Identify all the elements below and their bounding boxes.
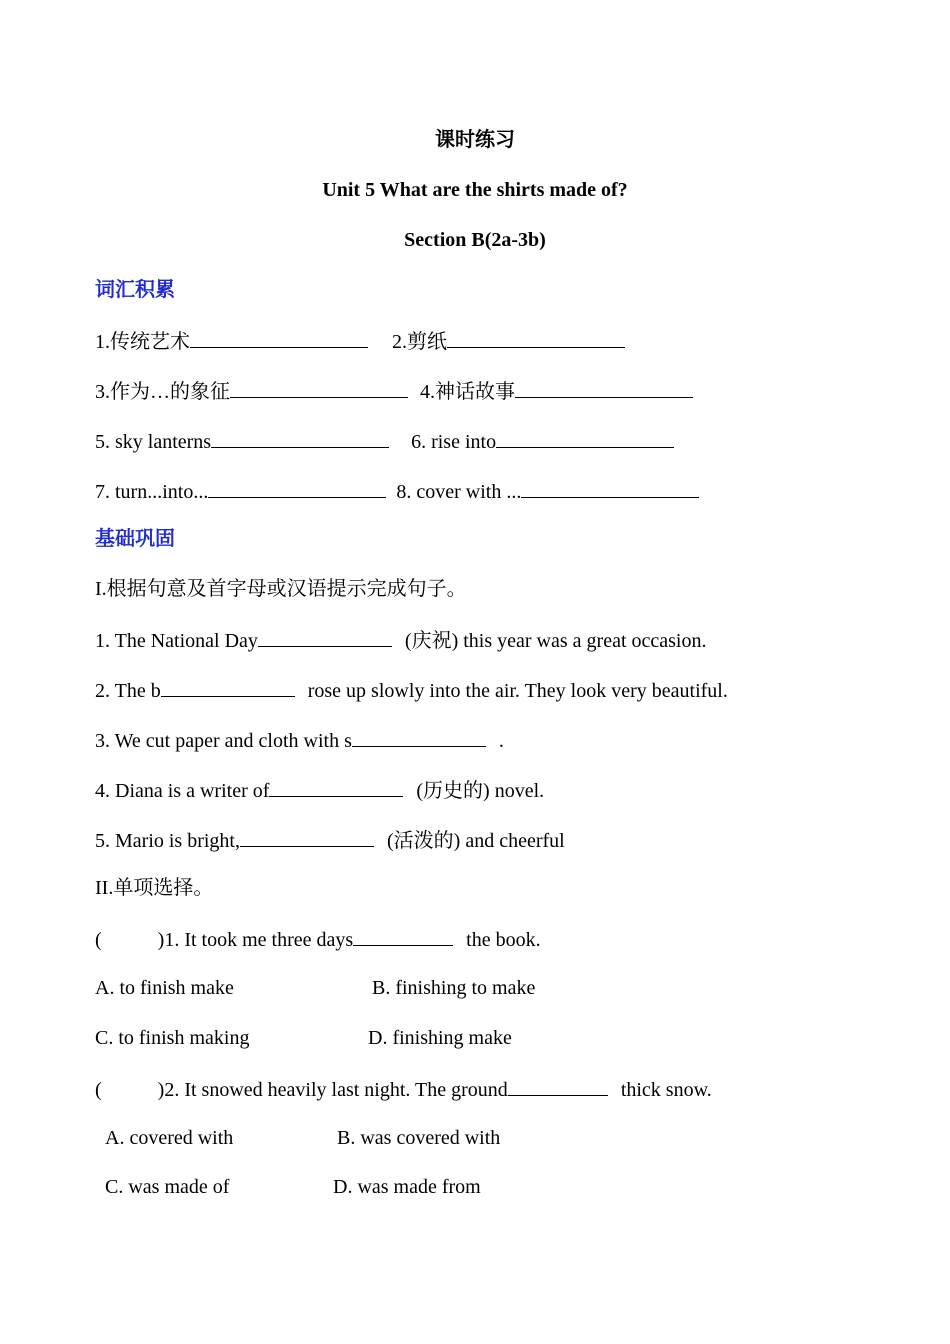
vocab-row-4 [95,477,699,505]
vocab-row-2 [95,377,693,405]
vocab-row-1 [95,327,625,355]
vocab-row-3 [95,427,674,455]
answer-blank[interactable] [508,1075,608,1096]
q1-option-a: A. to finish make [95,977,234,999]
fill-item-3: 3. We cut paper and cloth with s . [95,726,504,754]
q2-option-d: D. was made from [333,1176,481,1198]
answer-blank[interactable] [521,477,699,498]
q1-option-d: D. finishing make [368,1027,512,1049]
part1-instruction: I.根据句意及首字母或汉语提示完成句子。 [95,578,467,600]
q1-option-c: C. to finish making [95,1027,250,1049]
answer-paren-space[interactable] [102,1076,158,1096]
fill-item-2: 2. The b rose up slowly into the air. They look very beautiful. [95,676,728,704]
answer-blank[interactable] [211,427,389,448]
q1-options-ab [95,975,535,1001]
answer-blank[interactable] [258,626,392,647]
vocab-item-7: 7. turn...into... [95,481,209,503]
answer-blank[interactable] [447,327,625,348]
q2-options-cd [105,1174,481,1200]
q2-options-ab [105,1125,500,1151]
section-subtitle: Section B(2a-3b) [404,229,546,251]
vocab-item-6: 6. rise into [411,431,497,453]
answer-blank[interactable] [496,427,674,448]
answer-blank[interactable] [230,377,408,398]
answer-blank[interactable] [352,726,486,747]
answer-blank[interactable] [515,377,693,398]
answer-blank[interactable] [269,776,403,797]
q2-option-b: B. was covered with [337,1127,501,1149]
q2-option-c: C. was made of [105,1176,230,1198]
answer-blank[interactable] [353,925,453,946]
unit-title: Unit 5 What are the shirts made of? [322,179,628,201]
vocab-item-4: 4.神话故事 [420,381,515,403]
vocab-item-3: 3.作为…的象征 [95,381,230,403]
answer-blank[interactable] [190,327,368,348]
vocab-item-8: 8. cover with ... [396,481,522,503]
fill-item-4: 4. Diana is a writer of (历史的) novel. [95,776,544,804]
q1-option-b: B. finishing to make [372,977,536,999]
answer-paren-space[interactable] [102,926,158,946]
part2-instruction: II.单项选择。 [95,877,214,899]
vocab-item-2: 2.剪纸 [392,331,447,353]
answer-blank[interactable] [208,477,386,498]
answer-blank[interactable] [161,676,295,697]
basics-heading: 基础巩固 [95,528,175,550]
vocab-heading: 词汇积累 [95,279,175,301]
choice-question-1: ( )1. It took me three days the book. [95,925,541,953]
answer-blank[interactable] [240,826,374,847]
vocab-item-1: 1.传统艺术 [95,331,190,353]
fill-item-1: 1. The National Day (庆祝) this year was a great occasion. [95,626,706,654]
q2-option-a: A. covered with [105,1127,234,1149]
page-title: 课时练习 [435,129,515,151]
q1-options-cd [95,1025,512,1051]
choice-question-2: ( )2. It snowed heavily last night. The ground thick snow. [95,1075,712,1103]
vocab-item-5: 5. sky lanterns [95,431,212,453]
fill-item-5: 5. Mario is bright, (活泼的) and cheerful [95,826,565,854]
